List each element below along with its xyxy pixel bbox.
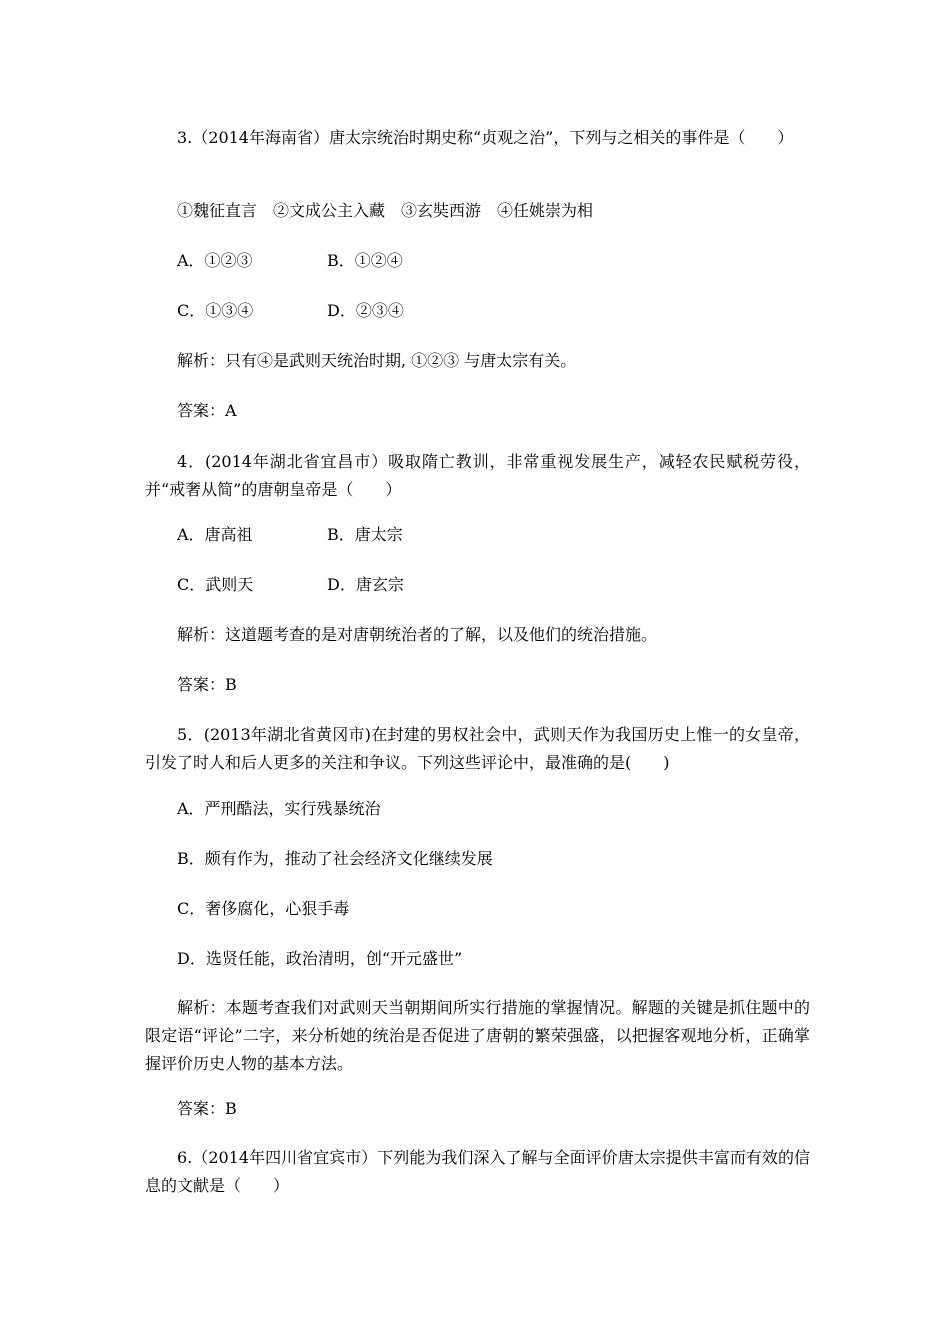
q6-stem: 6.（2014年四川省宜宾市）下列能为我们深入了解与全面评价唐太宗提供丰富而有效的信息的文献是（ ） [145,1148,810,1195]
q3-option-a: A．①②③ [177,251,253,270]
q3-stem: 3.（2014年海南省）唐太宗统治时期史称“贞观之治”，下列与之相关的事件是（ ） [177,128,794,147]
q5-stem: 5．(2013年湖北省黄冈市)在封建的男权社会中，武则天作为我国历史上惟一的女皇帝，引发了时人和后人更多的关注和争议。下列这些评论中，最准确的是( ) [145,725,810,772]
q4-option-b: B．唐太宗 [327,525,403,544]
q4-stem: 4．(2014年湖北省宜昌市）吸取隋亡教训，非常重视发展生产，减轻农民赋税劳役，并“戒奢从简”的唐朝皇帝是（ ） [145,452,810,499]
q5-option-d: D．选贤任能，政治清明，创“开元盛世” [177,949,463,968]
q5-option-a: A．严刑酷法，实行残暴统治 [177,799,381,818]
q4-analysis: 解析：这道题考查的是对唐朝统治者的了解，以及他们的统治措施。 [177,625,658,644]
q3-analysis: 解析：只有④是武则天统治时期, ①②③ 与唐太宗有关。 [177,351,577,370]
q4-option-d: D．唐玄宗 [327,575,404,594]
q3-option-b: B．①②④ [327,251,403,270]
q3-option-d: D．②③④ [327,301,404,320]
q3-option-c: C．①③④ [177,301,254,320]
q5-option-b: B．颇有作为，推动了社会经济文化继续发展 [177,849,493,868]
q3-answer: 答案：A [177,401,237,420]
q4-answer: 答案：B [177,675,237,694]
q4-option-c: C．武则天 [177,575,254,594]
q4-option-a: A．唐高祖 [177,525,253,544]
q3-items: ①魏征直言 ②文成公主入藏 ③玄奘西游 ④任姚崇为相 [177,201,594,220]
q5-analysis: 解析：本题考查我们对武则天当朝期间所实行措施的掌握情况。解题的关键是抓住题中的限定语“评论”二字，来分析她的统治是否促进了唐朝的繁荣强盛，以把握客观地分析，正确掌握评价历史人物的基本方法。 [145,998,810,1073]
q5-option-c: C．奢侈腐化，心狠手毒 [177,899,350,918]
q5-answer: 答案：B [177,1099,237,1118]
